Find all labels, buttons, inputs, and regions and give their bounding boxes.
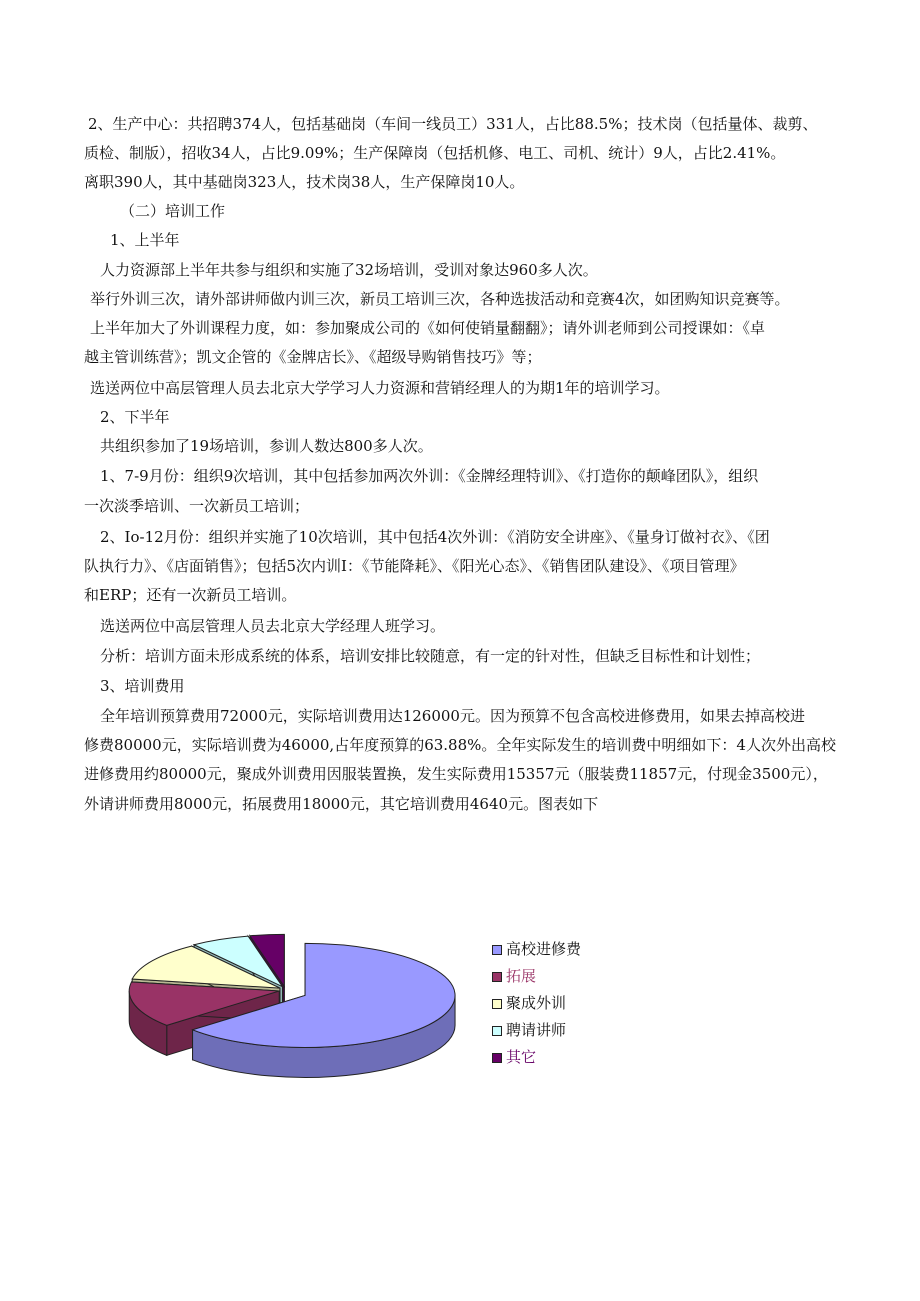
paragraph-line: 全年培训预算费用72000元，实际培训费用达126000元。因为预算不包含高校进修费用，如果去掉高校进 <box>100 707 805 725</box>
paragraph-line: 队执行力》、《店面销售》；包括5次内训I：《节能降耗》、《阳光心态》、《销售团队建设》、《项目管理》 <box>84 557 745 575</box>
legend-item <box>492 990 712 1017</box>
legend-item <box>492 1044 712 1071</box>
legend-label: 其它 <box>506 1048 537 1066</box>
legend-label: 聚成外训 <box>506 994 567 1012</box>
paragraph-line: 举行外训三次，请外部讲师做内训三次，新员工培训三次，各种选拔活动和竞赛4次，如团购知识竞赛等。 <box>90 290 790 308</box>
paragraph-line: 离职390人，其中基础岗323人，技术岗38人，生产保障岗10人。 <box>84 173 525 191</box>
legend-item <box>492 1017 712 1044</box>
chart-legend <box>492 936 712 1071</box>
paragraph-line: 一次淡季培训、一次新员工培训； <box>84 497 310 515</box>
subsection-heading: 1、上半年 <box>110 231 180 249</box>
paragraph-line: 2、Io-12月份：组织并实施了10次培训，其中包括4次外训：《消防安全讲座》、《量身订做衬衣》、《团 <box>100 528 770 546</box>
paragraph-line: 共组织参加了19场培训，参训人数达800多人次。 <box>100 437 433 455</box>
legend-label: 高校进修费 <box>506 940 582 958</box>
paragraph-line: 选送两位中高层管理人员去北京大学经理人班学习。 <box>100 617 446 635</box>
paragraph-line: 和ERP；还有一次新员工培训。 <box>84 586 297 604</box>
subsection-heading: 3、培训费用 <box>100 677 185 695</box>
paragraph-line: 人力资源部上半年共参与组织和实施了32场培训，受训对象达960多人次。 <box>100 261 598 279</box>
training-cost-pie-chart <box>110 925 470 1100</box>
paragraph-line: 选送两位中高层管理人员去北京大学学习人力资源和营销经理人的为期1年的培训学习。 <box>90 379 670 397</box>
subsection-heading: 2、下半年 <box>100 408 170 426</box>
legend-swatch <box>492 999 502 1009</box>
legend-swatch <box>492 945 502 955</box>
legend-label: 聘请讲师 <box>506 1021 567 1039</box>
paragraph-line: 越主管训练营》；凯文企管的《金牌店长》、《超级导购销售技巧》等； <box>84 348 542 366</box>
paragraph-line: 1、7-9月份：组织9次培训，其中包括参加两次外训：《金牌经理特训》、《打造你的颠峰团队》，组织 <box>100 467 759 485</box>
legend-label: 拓展 <box>506 967 537 985</box>
legend-swatch <box>492 1026 502 1036</box>
paragraph-line: 修费80000元，实际培训费为46000,占年度预算的63.88%。全年实际发生的培训费中明细如下：4人次外出高校 <box>84 736 836 754</box>
paragraph-line: 进修费用约80000元，聚成外训费用因服装置换，发生实际费用15357元（服装费11857元，付现金3500元）， <box>84 765 828 783</box>
paragraph-line: 质检、制版），招收34人，占比9.09%；生产保障岗（包括机修、电工、司机、统计）9人，占比2.41%。 <box>84 144 786 162</box>
paragraph-line: 2、生产中心：共招聘374人，包括基础岗（车间一线员工）331人，占比88.5%；技术岗（包括量体、裁剪、 <box>88 115 818 133</box>
paragraph-line: 外请讲师费用8000元，拓展费用18000元，其它培训费用4640元。图表如下 <box>84 795 599 813</box>
legend-item <box>492 963 712 990</box>
section-heading: （二）培训工作 <box>120 202 226 220</box>
legend-item <box>492 936 712 963</box>
paragraph-line: 分析：培训方面未形成系统的体系，培训安排比较随意，有一定的针对性，但缺乏目标性和计划性； <box>100 647 761 665</box>
legend-swatch <box>492 972 502 982</box>
legend-swatch <box>492 1053 502 1063</box>
paragraph-line: 上半年加大了外训课程力度，如：参加聚成公司的《如何使销量翻翻》；请外训老师到公司授课如：《卓 <box>90 319 766 337</box>
